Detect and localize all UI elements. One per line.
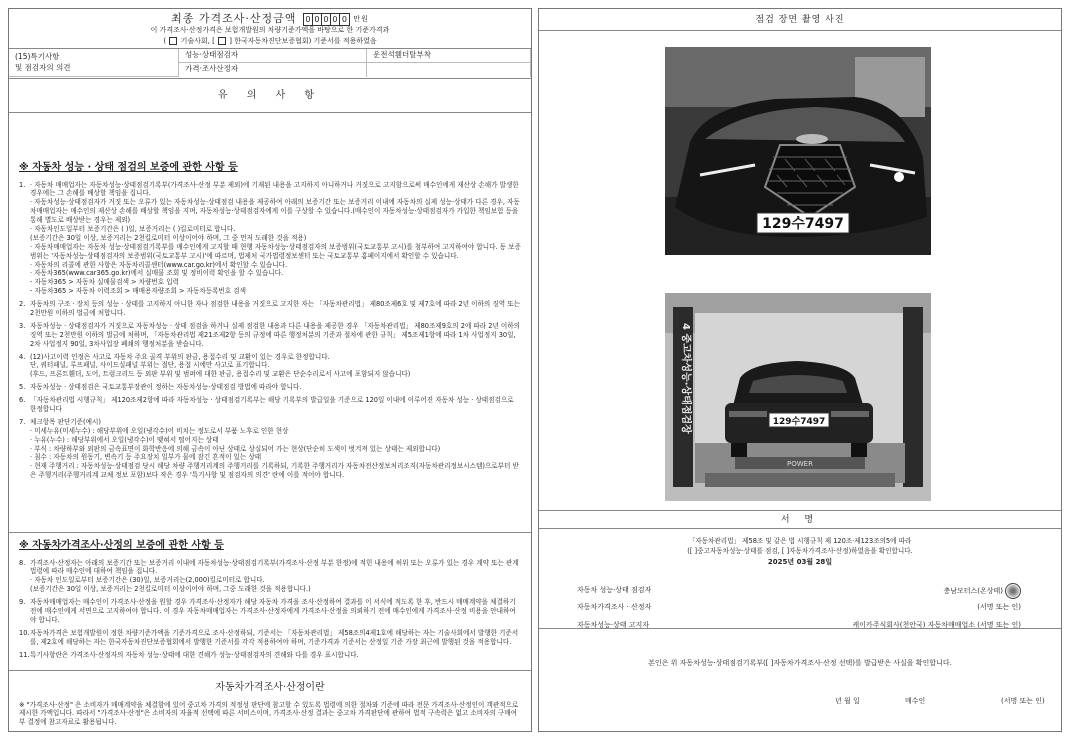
notice-line: · 자동차인도일부터 보증기간은 ( )일, 보증거리는 ( )킬로미터로 합니다. <box>30 224 236 233</box>
notice-item-text <box>30 383 521 392</box>
notice-line: 특기사항란은 가격조사·산정자의 자동차 성능·상태에 대한 견해가 성능·상태점검자의 견해와 다를 경우 표시합니다. <box>30 650 359 659</box>
plate-rear: 129수7497 <box>772 417 826 427</box>
price-header <box>9 9 531 49</box>
car-front-photo <box>665 47 931 255</box>
notice-item <box>19 651 521 660</box>
notice-line: · 자동차의 리콜에 관한 사항은 자동차리콜센터(www.car.go.kr)에서 확인할 수 있습니다. <box>30 260 288 269</box>
section1-items <box>19 181 521 481</box>
notice-line: - 자동차365 > 자동차 이력조회 > 매매용자량조회 > 자동차등록번호 검색 <box>30 287 247 296</box>
price-digit: 0 <box>314 14 321 24</box>
notice-item-number: 8. <box>19 558 26 567</box>
appraisal-warranty-section <box>9 533 531 671</box>
checkbox-technician[interactable] <box>169 37 177 45</box>
notice-item <box>19 418 521 480</box>
price-digit: 0 <box>332 14 339 24</box>
buyer-confirmation <box>539 629 1061 731</box>
seal-stamp-icon <box>1005 583 1021 599</box>
left-page <box>8 8 532 732</box>
right-page <box>538 8 1062 732</box>
section2-items <box>19 559 521 660</box>
standard-line: ( 기술사회, [ ] 한국자동차진단보증협회) 기준서를 적용하였음 <box>163 37 377 45</box>
notice-item-number: 6. <box>19 396 26 405</box>
inspector-label: 성능·상태점검자 <box>179 49 367 63</box>
notice-line: · 자동차 매매업자는 자동차성능·상태점검기록부(가격조사·산정 부분 제외)에 기재된 내용을 고지하지 아니하거나 거짓으로 고지함으로써 매수인에게 재산상 손해가 발생한 경우에는 그 손해를 배상할 책임을 집니다. <box>30 180 519 198</box>
notice-item <box>19 629 521 647</box>
section2-title: ※ 자동차가격조사·산정의 보증에 관한 사항 등 <box>19 540 224 551</box>
notice-item-text <box>30 181 521 297</box>
inspection-warranty-section <box>9 113 531 533</box>
buyer-label: 매수인 <box>905 697 926 705</box>
notice-item-text <box>30 651 521 660</box>
notice-item-number: 4. <box>19 352 26 361</box>
confirm-date: 년 월 일 <box>835 697 860 705</box>
notice-line: · 현재 주행거리 : 자동차성능·상태점검 당시 해당 차량 주행거리계의 주행거리를 기록하되, 기록한 주행거리가 자동차전산정보처리조직(자동차관리정보시스템)으로부터 받은 주행거리(주행거리계 교체 정보 포함)보다 작은 경우 '특기사항 및 점검자의 의견' 란에 이를 적어야 합니다. <box>30 462 519 480</box>
notice-line: (보증기간은 30일 이상, 보증거리는 2천킬로미터 이상이어야 하며, 그 중 먼저 도래한 것을 적용) <box>30 233 307 242</box>
lift-text: POWER <box>787 460 813 468</box>
notice-line: · 침수 : 자동차의 원동기, 변속기 등 주요장치 일부가 물에 잠긴 흔적이 있는 상태 <box>30 453 262 462</box>
notice-item-text <box>30 396 521 414</box>
notice-item-text <box>30 418 521 480</box>
notice-line: · 미세누유(미세누수) : 해당부위에 오일(냉각수)이 비치는 정도로서 부품 노후로 인한 현상 <box>30 426 289 435</box>
law-line-1: 「자동차관리법」 제58조 및 같은 법 시행규칙 제 120조·제123조의5에 따라 <box>688 537 912 545</box>
booth-sign-text: 4 중고차성능·상태점검장 <box>680 323 691 434</box>
price-digit: 0 <box>323 14 330 24</box>
signature-title: 서 명 <box>539 511 1061 529</box>
notice-item-number: 1. <box>19 180 26 189</box>
notice-item <box>19 322 521 349</box>
notice-line: · 자동차성능·상태점검자가 거짓 또는 오류가 있는 자동차성능·상태점검 내용을 제공하여 아래의 보증기간 또는 보증거리 이내에 자동차의 실제 성능·상태가 다른 경우, 자동차매매업자는 매수인의 재산상 손해를 배상할 책임을 지며, 자동차성능·상태점검자에게 이를 구상할 수 있습니다.(매수인이 자동차성능·상태점검자가 가입한 책임보험 등을 통해 별도로 배상받는 경우는 제외) <box>30 198 520 225</box>
notice-line: 체크항목 판단기준(예시) <box>30 417 101 426</box>
law-line-2: ([ ]중고자동차성능·상태를 점검, [ ]자동차가격조사·산정)하였음을 확인합니다. <box>687 547 913 555</box>
notice-line: · 자동차매매업자는 자동차 성능·상태점검기록부를 매수인에게 고지할 때 현행 자동차성능·상태점검자의 보증범위(국토교통부 고시)를 첨부하여 고지하여야 합니다. 동 보증범위는 '자동차성능·상태점검자의 보증범위(국토교통부 고시)'에 따르며, 법제처 국가법령정보센터 또는 국토교통부 홈페이지에서 확인할 수 있습니다. <box>30 242 521 260</box>
notice-item-text <box>30 629 521 647</box>
notice-item <box>19 300 521 318</box>
notice-item-text <box>30 300 521 318</box>
confirmation-text: 본인은 위 자동차성능·상태점검기록부([ ]자동차가격조사·산정 선택)를 발급받은 사실을 확인합니다. <box>648 659 952 667</box>
signature-block <box>539 529 1061 629</box>
notice-line: 자동차가격은 보험개발원이 정한 차량기준가액을 기준가격으로 조사·산정하되, 기준서는 「자동차관리법」 제58조의4제1호에 해당하는 자는 기술사회에서 발행한 기준서를, 제2호에 해당하는 자는 한국자동차진단보증협회에서 발행한 기준서를 각각 적용하여야 하며, 기준가격과 기준서는 산정일 기준 가장 최근에 발행된 것을 적용합니다. <box>30 628 519 646</box>
notice-line: (12)사고이력 인정은 사고로 자동차 주요 골격 부위의 판금, 용접수리 및 교환이 있는 경우로 한정합니다. <box>30 352 330 361</box>
notice-line: 자동차의 구조 · 장치 등의 성능 · 상태를 고지하지 아니한 자나 점검한 내용을 거짓으로 고지한 자는 「자동차관리법」 제80조제6호 및 제7호에 따라 2년 이하의 징역 또는 2천만원 이하의 벌금에 처합니다. <box>30 300 520 317</box>
notice-item <box>19 181 521 297</box>
notice-item-number: 5. <box>19 383 26 392</box>
notice-line: 가격조사·산정자는 아래의 보증기간 또는 보증거리 이내에 자동차성능·상태점검기록부(가격조사·산정 부분 한정)에 적힌 내용에 허위 또는 오류가 있는 경우 계약 또는 관계법령에 따라 매수인에 대하여 책임을 집니다. <box>30 558 519 576</box>
section1-title: ※ 자동차 성능 · 상태 점검의 보증에 관한 사항 등 <box>19 162 238 173</box>
car-rear-photo <box>665 293 931 501</box>
notice-item <box>19 559 521 595</box>
notice-line: (후드, 프론트휀더, 도어, 트렁크리드 등 외판 부위 및 범퍼에 대한 판금, 용접수리 및 교환은 단순수리로서 사고에 포함되지 않습니다) <box>30 370 411 379</box>
notice-line: - 자동차365 > 자동차 실매물검색 > 차량번호 입력 <box>30 278 179 287</box>
notice-item-number: 10. <box>19 628 30 637</box>
notice-item-number: 7. <box>19 417 26 426</box>
price-unit: 만원 <box>353 14 369 23</box>
final-price-title: 최종 가격조사·산정금액 0 0 0 0 0 만원 <box>171 12 369 25</box>
appraiser-label: 가격·조사산정자 <box>179 63 367 77</box>
buyer-signature: (서명 또는 인) <box>1001 697 1045 705</box>
notice-item <box>19 396 521 414</box>
signer-row-notifier: 자동차성능·상태 고지자 케이카주식회사(천안국) 자동차매매업소 (서명 또는 인) <box>577 621 1021 629</box>
inspection-date: 2025년 03월 28일 <box>767 558 833 566</box>
plate-front: 129수7497 <box>762 216 844 232</box>
notice-line: · 부식 : 차량하부와 외판의 금속표면이 화학반응에 의해 금속이 아닌 상태로 상실되어 가는 현상(단순히 도색이 벗겨져 있는 상태는 제외합니다) <box>30 444 441 453</box>
appraiser-opinion <box>367 63 531 77</box>
checkbox-association[interactable] <box>218 37 226 45</box>
special-notes-label: (15)특기사항 및 점검자의 의견 <box>9 49 179 77</box>
notice-item-text <box>30 598 521 625</box>
notice-item-text <box>30 322 521 349</box>
notice-item <box>19 383 521 392</box>
notice-item-text <box>30 559 521 595</box>
notice-line: · 누유(누수) : 해당부위에서 오일(냉각수)이 맺혀서 떨어지는 상태 <box>30 435 219 444</box>
photo-area <box>539 31 1061 511</box>
price-digit: 0 <box>341 14 348 24</box>
signer-row-inspector: 자동차 성능·상태 점검자 충남모터스(온상태) <box>577 583 1021 599</box>
notice-line: 단, 쿼터패널, 루프패널, 사이드실패널 부위는 절단, 용접 시에만 사고로 표기합니다. <box>30 361 270 370</box>
appraisal-definition-section <box>9 671 531 731</box>
photo-title: 점검 장면 촬영 사진 <box>539 9 1061 31</box>
price-digit: 0 <box>305 14 312 24</box>
notice-line: · 자동차 인도일로부터 보증기간은 (30)일, 보증거리는(2,000)킬로미터로 합니다. <box>30 576 265 585</box>
notice-title: 유 의 사 항 <box>9 79 531 113</box>
notice-item-number: 11. <box>19 650 30 659</box>
notice-line: 자동차성능 · 상태점검자가 거짓으로 자동차성능 · 상태 점검을 하거나 실제 점검한 내용과 다른 내용을 제공한 경우 「자동차관리법」 제80조제9호의 2에 따라 2년 이하의 징역 또는 2천만원 이하의 벌금에 처하며, 「자동차관리법 제21조제2항 등의 규정에 따른 행정처분의 기준과 절차에 관한 규칙」 제5조제1항에 따라 1차 사업정지 30일, 2차 사업정지 90일, 3차사업장 폐쇄의 행정처분을 받습니다. <box>30 321 521 348</box>
notice-item <box>19 353 521 380</box>
signer-row-appraiser: 자동차가격조사 · 산정자 (서명 또는 인) <box>577 603 1021 611</box>
price-digit-boxes <box>303 13 350 26</box>
special-notes-table <box>9 49 531 79</box>
notice-item-number: 9. <box>19 598 26 607</box>
section3-title: 자동차가격조사·산정이란 <box>215 682 325 693</box>
notice-line: 자동차성능 · 상태점검은 국토교통부장관이 정하는 자동차성능·상태점검 방법에 따라야 합니다. <box>30 383 302 392</box>
notice-item-number: 3. <box>19 321 26 330</box>
notice-line: (보증기간은 30일 이상, 보증거리는 2천킬로미터 이상이어야 하며, 그중 도래한 것을 적용합니다.) <box>30 585 311 594</box>
notice-item-text <box>30 353 521 380</box>
notice-line: · 자동차365(www.car365.go.kr)에서 실매물 조회 및 정비이력 확인을 할 수 있습니다. <box>30 269 284 278</box>
inspector-opinion: 운전석휀더탈부착 <box>367 49 531 63</box>
price-basis-line: 이 가격조사·산정가격은 보험개발원의 차량기준가액을 바탕으로 한 기준가격과 <box>150 26 390 34</box>
notice-line: 자동차매매업자는 매수인이 가격조사·산정을 원할 경우 가격조사·산정자가 해당 자동차 가격을 조사·산정하여 결과를 이 서식에 적도록 한 후, 반드시 매매계약을 체결하기 전에 매수인에게 서면으로 고지하여야 합니다. 이 경우 자동차매매업자는 가격조사·산정자에게 가격조사·산정을 의뢰하기 전에 매수인에게 가격조사·산정 비용을 안내하여야 합니다. <box>30 598 516 624</box>
section3-text: ※ "가격조사·산정" 은 소비자가 매매계약을 체결함에 있어 중고차 가격의 적정성 판단에 참고할 수 있도록 법령에 의한 절차와 기준에 따라 전문 가격조사·산정인이 객관적으로 제시한 가액입니다. 따라서 "가격조사·산정"은 소비자의 자율적 선택에 따른 서비스이며, 가격조사·산정 결과는 중고차 가격판단에 관하여 법적 구속력은 없고 소비자의 구매여부 결정에 참고자료로 활용됩니다. <box>19 700 519 727</box>
notice-item-number: 2. <box>19 300 26 309</box>
notice-line: 「자동차관리법 시행규칙」 제120조제2항에 따라 자동차성능 · 상태점검기록부는 해당 기록부의 발급일을 기준으로 120일 이내에 이루어진 자동차 성능 · 상태점검으로 한정합니다 <box>30 396 514 413</box>
notice-item <box>19 598 521 625</box>
